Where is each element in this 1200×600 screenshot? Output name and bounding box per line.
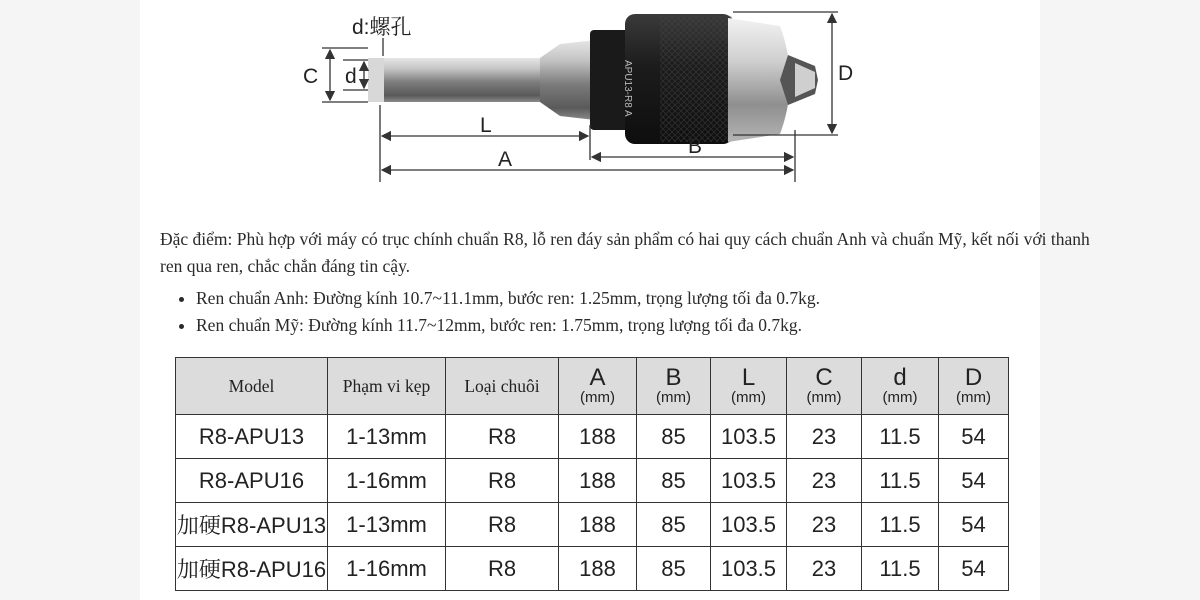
chuck-body-shape bbox=[622, 14, 733, 144]
cell-d: 11.5 bbox=[862, 415, 939, 459]
table-row bbox=[176, 415, 1009, 459]
cell-d: 11.5 bbox=[862, 459, 939, 503]
cell-model: 加硬R8-APU13 bbox=[176, 503, 328, 547]
cell-L: 103.5 bbox=[711, 503, 787, 547]
cell-d: 11.5 bbox=[862, 547, 939, 591]
cell-model: 加硬R8-APU16 bbox=[176, 547, 328, 591]
cell-D: 54 bbox=[939, 415, 1009, 459]
header-clamp-range: Phạm vi kẹp bbox=[328, 358, 446, 415]
dim-label-d: d bbox=[345, 65, 357, 88]
header-C: C (mm) bbox=[787, 358, 862, 415]
chuck-engraving: APU13-R8 A bbox=[622, 60, 633, 117]
cell-C: 23 bbox=[787, 459, 862, 503]
feature-description bbox=[160, 226, 1090, 339]
cell-L: 103.5 bbox=[711, 547, 787, 591]
header-model: Model bbox=[176, 358, 328, 415]
cell-model: R8-APU13 bbox=[176, 415, 328, 459]
header-B: B (mm) bbox=[637, 358, 711, 415]
cell-shank: R8 bbox=[446, 459, 559, 503]
cell-L: 103.5 bbox=[711, 459, 787, 503]
cell-B: 85 bbox=[637, 547, 711, 591]
cell-range: 1-13mm bbox=[328, 503, 446, 547]
feature-intro: Đặc điểm: Phù hợp với máy có trục chính chuẩn R8, lỗ ren đáy sản phẩm có hai quy cách chuẩn Anh và chuẩn Mỹ, kết nối với thanh ren qua ren, chắc chắn đáng tin cậy. bbox=[160, 229, 1090, 276]
cell-A: 188 bbox=[559, 415, 637, 459]
cell-D: 54 bbox=[939, 503, 1009, 547]
table-row bbox=[176, 503, 1009, 547]
spec-table bbox=[175, 357, 1009, 591]
bullet-british-thread: • Ren chuẩn Anh: Đường kính 10.7~11.1mm, bước ren: 1.25mm, trọng lượng tối đa 0.7kg. bbox=[196, 285, 1090, 312]
cell-d: 11.5 bbox=[862, 503, 939, 547]
cell-C: 23 bbox=[787, 547, 862, 591]
feature-bullets bbox=[160, 285, 1090, 339]
chuck-nose-shape bbox=[728, 18, 818, 142]
cell-B: 85 bbox=[637, 415, 711, 459]
dim-label-C: C bbox=[303, 65, 319, 88]
cell-shank: R8 bbox=[446, 415, 559, 459]
header-L: L (mm) bbox=[711, 358, 787, 415]
cell-L: 103.5 bbox=[711, 415, 787, 459]
cell-shank: R8 bbox=[446, 547, 559, 591]
cell-B: 85 bbox=[637, 459, 711, 503]
cell-model: R8-APU16 bbox=[176, 459, 328, 503]
header-D: D (mm) bbox=[939, 358, 1009, 415]
table-row bbox=[176, 547, 1009, 591]
table-row bbox=[176, 459, 1009, 503]
header-A: A (mm) bbox=[559, 358, 637, 415]
cell-A: 188 bbox=[559, 459, 637, 503]
cell-A: 188 bbox=[559, 503, 637, 547]
table-header-row bbox=[176, 358, 1009, 415]
shank-shape bbox=[368, 40, 595, 120]
cell-C: 23 bbox=[787, 415, 862, 459]
cell-shank: R8 bbox=[446, 503, 559, 547]
dim-label-A: A bbox=[498, 148, 513, 171]
cell-B: 85 bbox=[637, 503, 711, 547]
cell-range: 1-16mm bbox=[328, 547, 446, 591]
header-d: d (mm) bbox=[862, 358, 939, 415]
cell-C: 23 bbox=[787, 503, 862, 547]
cell-range: 1-16mm bbox=[328, 459, 446, 503]
dim-label-L: L bbox=[480, 114, 492, 137]
cell-D: 54 bbox=[939, 547, 1009, 591]
dim-label-D: D bbox=[838, 62, 854, 85]
dim-label-B: B bbox=[688, 135, 703, 158]
thread-hole-label: d:螺孔 bbox=[352, 16, 412, 39]
cell-D: 54 bbox=[939, 459, 1009, 503]
header-shank-type: Loại chuôi bbox=[446, 358, 559, 415]
cell-A: 188 bbox=[559, 547, 637, 591]
cell-range: 1-13mm bbox=[328, 415, 446, 459]
chuck-dimension-diagram bbox=[0, 0, 1200, 205]
bullet-american-thread: • Ren chuẩn Mỹ: Đường kính 11.7~12mm, bước ren: 1.75mm, trọng lượng tối đa 0.7kg. bbox=[196, 312, 1090, 339]
